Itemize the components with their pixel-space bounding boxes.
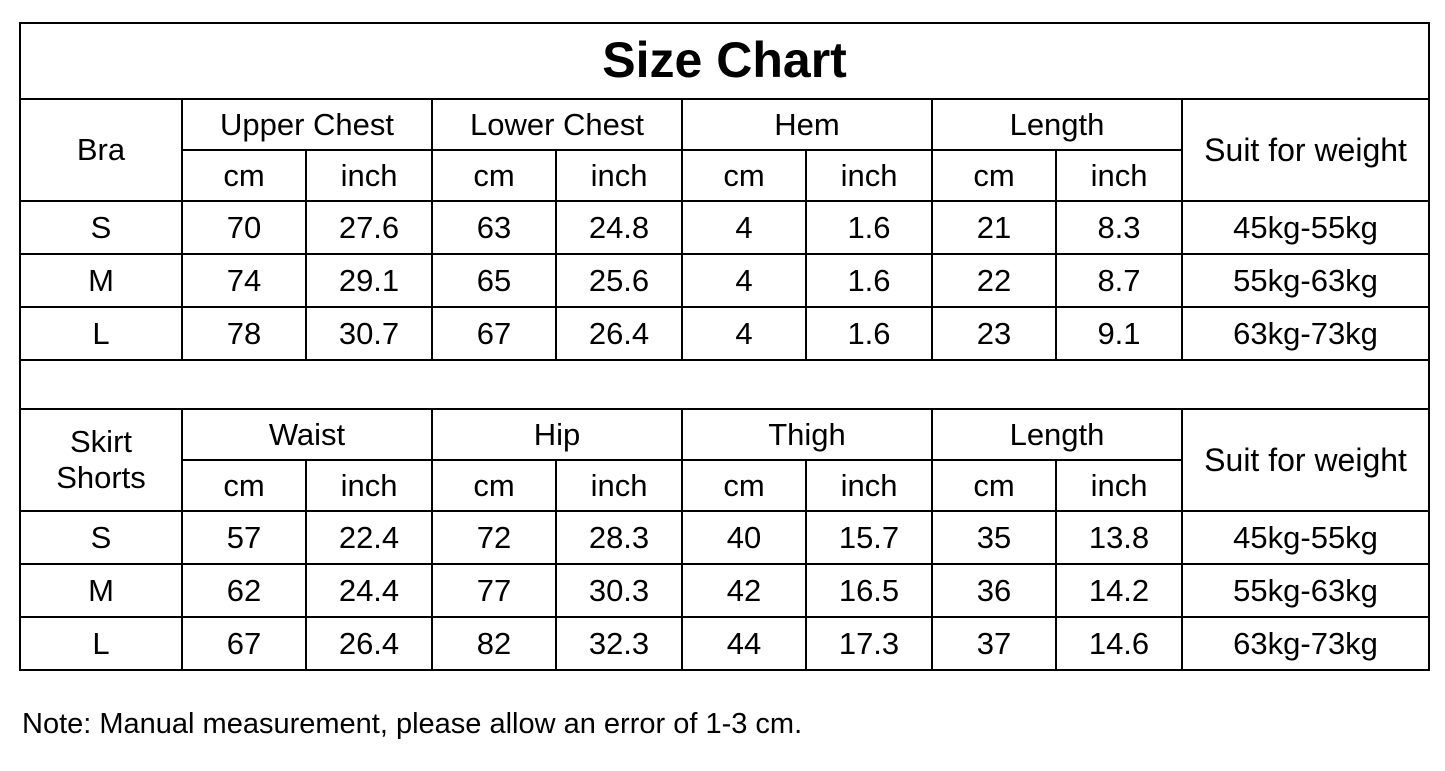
- bra-value-cell: 63: [432, 201, 556, 254]
- skirt-table-row: [20, 564, 1429, 617]
- bra-unit-header: cm: [932, 150, 1056, 201]
- skirt-weight-cell: 55kg-63kg: [1182, 564, 1429, 617]
- bra-weight-header: Suit for weight: [1182, 99, 1429, 201]
- bra-value-cell: 9.1: [1056, 307, 1182, 360]
- skirt-weight-cell: 45kg-55kg: [1182, 511, 1429, 564]
- bra-unit-header: cm: [182, 150, 306, 201]
- bra-size-cell: S: [20, 201, 182, 254]
- skirt-value-cell: 13.8: [1056, 511, 1182, 564]
- bra-group-header: Length: [932, 99, 1182, 150]
- skirt-section-label-line: Skirt: [70, 424, 132, 460]
- skirt-unit-header: cm: [932, 460, 1056, 511]
- bra-group-header: Lower Chest: [432, 99, 682, 150]
- skirt-size-cell: M: [20, 564, 182, 617]
- skirt-value-cell: 57: [182, 511, 306, 564]
- bra-value-cell: 23: [932, 307, 1056, 360]
- bra-size-cell: L: [20, 307, 182, 360]
- bra-unit-header: inch: [1056, 150, 1182, 201]
- bra-value-cell: 1.6: [806, 307, 932, 360]
- skirt-size-cell: S: [20, 511, 182, 564]
- skirt-section-label-line: Shorts: [56, 460, 146, 495]
- skirt-value-cell: 44: [682, 617, 806, 670]
- skirt-value-cell: 15.7: [806, 511, 932, 564]
- bra-size-cell: M: [20, 254, 182, 307]
- skirt-size-cell: L: [20, 617, 182, 670]
- page-title: Size Chart: [20, 23, 1429, 99]
- bra-value-cell: 22: [932, 254, 1056, 307]
- bra-value-cell: 67: [432, 307, 556, 360]
- bra-value-cell: 1.6: [806, 254, 932, 307]
- bra-value-cell: 26.4: [556, 307, 682, 360]
- bra-value-cell: 8.3: [1056, 201, 1182, 254]
- skirt-value-cell: 22.4: [306, 511, 432, 564]
- bra-unit-header: inch: [806, 150, 932, 201]
- bra-unit-header: cm: [432, 150, 556, 201]
- skirt-group-header: Thigh: [682, 409, 932, 460]
- skirt-value-cell: 67: [182, 617, 306, 670]
- bra-group-header: Upper Chest: [182, 99, 432, 150]
- bra-value-cell: 29.1: [306, 254, 432, 307]
- bra-value-cell: 4: [682, 307, 806, 360]
- bra-value-cell: 4: [682, 201, 806, 254]
- bra-value-cell: 21: [932, 201, 1056, 254]
- bra-table-row: [20, 307, 1429, 360]
- skirt-unit-header: cm: [432, 460, 556, 511]
- bra-weight-cell: 45kg-55kg: [1182, 201, 1429, 254]
- bra-section-label: [20, 99, 182, 201]
- skirt-value-cell: 40: [682, 511, 806, 564]
- bra-weight-cell: 55kg-63kg: [1182, 254, 1429, 307]
- skirt-value-cell: 30.3: [556, 564, 682, 617]
- bra-value-cell: 74: [182, 254, 306, 307]
- bra-value-cell: 24.8: [556, 201, 682, 254]
- skirt-value-cell: 26.4: [306, 617, 432, 670]
- skirt-value-cell: 62: [182, 564, 306, 617]
- section-spacer-row: [20, 360, 1429, 409]
- skirt-value-cell: 35: [932, 511, 1056, 564]
- skirt-section-label: [20, 409, 182, 511]
- skirt-value-cell: 24.4: [306, 564, 432, 617]
- skirt-table-row: [20, 617, 1429, 670]
- skirt-value-cell: 28.3: [556, 511, 682, 564]
- skirt-group-header: Hip: [432, 409, 682, 460]
- skirt-value-cell: 82: [432, 617, 556, 670]
- skirt-value-cell: 16.5: [806, 564, 932, 617]
- bra-group-header-row: [20, 99, 1429, 150]
- bra-weight-cell: 63kg-73kg: [1182, 307, 1429, 360]
- bra-table-row: [20, 201, 1429, 254]
- skirt-value-cell: 72: [432, 511, 556, 564]
- bra-value-cell: 27.6: [306, 201, 432, 254]
- skirt-value-cell: 14.6: [1056, 617, 1182, 670]
- skirt-value-cell: 77: [432, 564, 556, 617]
- bra-table-row: [20, 254, 1429, 307]
- skirt-unit-header: inch: [806, 460, 932, 511]
- skirt-value-cell: 37: [932, 617, 1056, 670]
- skirt-value-cell: 32.3: [556, 617, 682, 670]
- skirt-unit-header: cm: [682, 460, 806, 511]
- bra-value-cell: 8.7: [1056, 254, 1182, 307]
- section-spacer: [20, 360, 1429, 409]
- skirt-value-cell: 17.3: [806, 617, 932, 670]
- bra-unit-header: cm: [682, 150, 806, 201]
- bra-value-cell: 25.6: [556, 254, 682, 307]
- skirt-unit-header: cm: [182, 460, 306, 511]
- measurement-note: Note: Manual measurement, please allow an error of 1-3 cm.: [22, 708, 803, 740]
- bra-value-cell: 65: [432, 254, 556, 307]
- skirt-weight-cell: 63kg-73kg: [1182, 617, 1429, 670]
- skirt-value-cell: 42: [682, 564, 806, 617]
- size-chart-table: [19, 22, 1430, 671]
- bra-section-label-line: Bra: [76, 132, 126, 168]
- skirt-weight-header: Suit for weight: [1182, 409, 1429, 511]
- bra-unit-header: inch: [306, 150, 432, 201]
- skirt-unit-header: inch: [306, 460, 432, 511]
- bra-value-cell: 78: [182, 307, 306, 360]
- skirt-group-header: Waist: [182, 409, 432, 460]
- bra-unit-header: inch: [556, 150, 682, 201]
- skirt-group-header-row: [20, 409, 1429, 460]
- bra-value-cell: 30.7: [306, 307, 432, 360]
- bra-value-cell: 4: [682, 254, 806, 307]
- skirt-table-row: [20, 511, 1429, 564]
- skirt-value-cell: 36: [932, 564, 1056, 617]
- bra-group-header: Hem: [682, 99, 932, 150]
- skirt-unit-header: inch: [556, 460, 682, 511]
- skirt-value-cell: 14.2: [1056, 564, 1182, 617]
- skirt-unit-header: inch: [1056, 460, 1182, 511]
- bra-value-cell: 70: [182, 201, 306, 254]
- skirt-group-header: Length: [932, 409, 1182, 460]
- bra-value-cell: 1.6: [806, 201, 932, 254]
